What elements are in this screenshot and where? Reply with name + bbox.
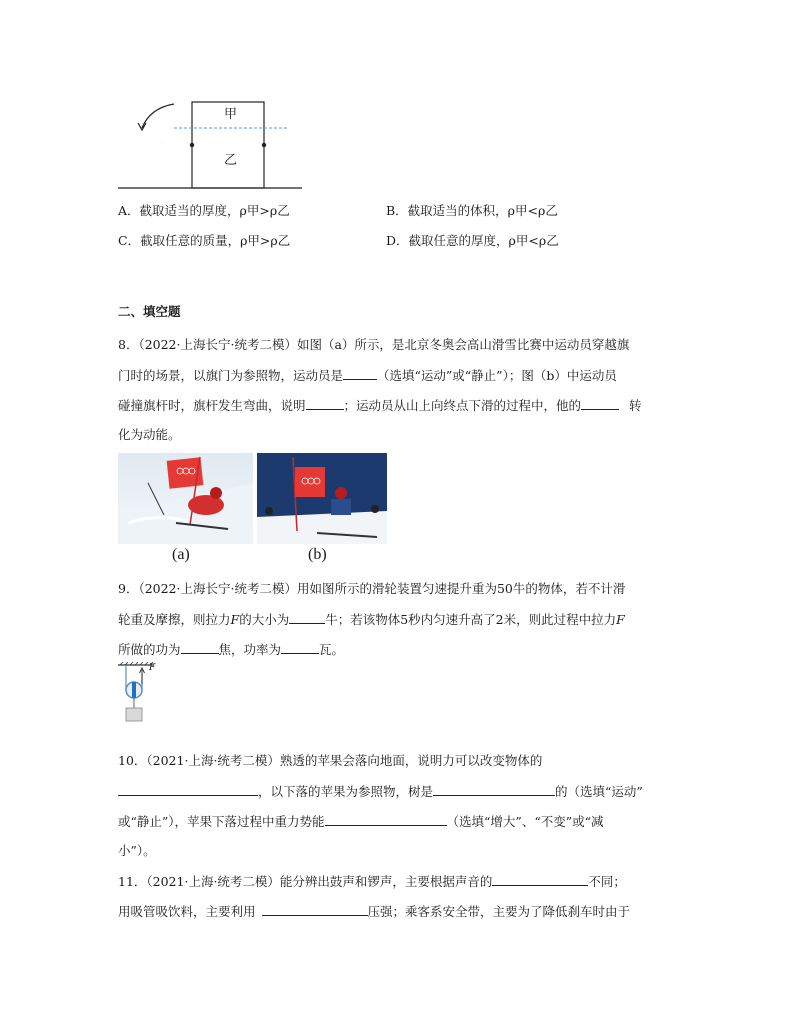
q10-line1: 10．（2021·上海·统考二模）熟透的苹果会落向地面，说明力可以改变物体的 xyxy=(118,753,543,768)
q9-blank-1[interactable] xyxy=(289,610,325,624)
caption-b: (b) xyxy=(308,546,327,563)
q8-line3: 碰撞旗杆时，旗杆发生弯曲，说明 ；运动员从山上向终点下滑的过程中，他的 转 xyxy=(118,398,642,413)
force-label: F xyxy=(149,663,156,673)
q11-line1: 11．（2021·上海·统考二模）能分辨出鼓声和锣声，主要根据声音的 不同； xyxy=(118,874,626,889)
q9-blank-2[interactable] xyxy=(181,640,219,654)
q8-blank-2[interactable] xyxy=(306,396,344,410)
q8-blank-3[interactable] xyxy=(581,396,619,410)
q9-blank-3[interactable] xyxy=(281,640,319,654)
q9-line1: 9．（2022·上海长宁·统考二模）用如图所示的滑轮装置匀速提升重为50牛的物体，若不计滑 xyxy=(118,581,626,596)
section-title: 二、填空题 xyxy=(118,304,181,319)
q8-line1: 8．（2022·上海长宁·统考二模）如图（a）所示，是北京冬奥会高山滑雪比赛中运动员穿越旗 xyxy=(118,337,630,352)
q8-line2: 门时的场景，以旗门为参照物，运动员是 （选填“运动”或“静止”）；图（b）中运动员 xyxy=(118,368,617,383)
weight-block xyxy=(126,708,142,721)
density-block-figure xyxy=(110,90,310,195)
option-a: A．截取适当的厚度，ρ甲>ρ乙 xyxy=(118,203,290,218)
ski-photo-b xyxy=(257,453,387,544)
q10-line3: 或“静止”），苹果下落过程中重力势能 （选填“增大”、“不变”或“减 xyxy=(118,814,604,829)
option-b: B．截取适当的体积，ρ甲<ρ乙 xyxy=(386,203,558,218)
q8-blank-1[interactable] xyxy=(343,366,377,380)
q11-blank-2[interactable] xyxy=(262,902,368,916)
label-jia: 甲 xyxy=(224,107,238,122)
q10-blank-1[interactable] xyxy=(118,782,258,796)
q10-blank-2[interactable] xyxy=(433,782,555,796)
q10-line2: ，以下落的苹果为参照物，树是 的（选填“运动” xyxy=(118,782,643,801)
q10-line4: 小”）。 xyxy=(118,843,156,858)
pulley-figure xyxy=(114,662,174,742)
option-c: C．截取任意的质量，ρ甲>ρ乙 xyxy=(118,233,291,248)
q9-line2: 轮重及摩擦，则拉力F的大小为 牛；若该物体5秒内匀速升高了2米，则此过程中拉力F xyxy=(118,612,625,627)
ski-photo-a xyxy=(118,453,253,544)
q8-line4: 化为动能。 xyxy=(118,427,181,442)
option-d: D．截取任意的厚度，ρ甲<ρ乙 xyxy=(386,233,559,248)
caption-a: (a) xyxy=(172,546,190,563)
right-pivot-dot xyxy=(262,143,266,147)
rotation-arrow-icon xyxy=(142,104,174,128)
q11-blank-1[interactable] xyxy=(492,872,588,886)
label-yi: 乙 xyxy=(224,153,238,168)
q9-line3: 所做的功为 焦，功率为 瓦。 xyxy=(118,642,345,657)
left-pivot-dot xyxy=(190,143,194,147)
q11-line2: 用吸管吸饮料，主要利用 压强；乘客系安全带，主要为了降低刹车时由于 xyxy=(118,904,631,919)
q10-blank-3[interactable] xyxy=(325,812,447,826)
